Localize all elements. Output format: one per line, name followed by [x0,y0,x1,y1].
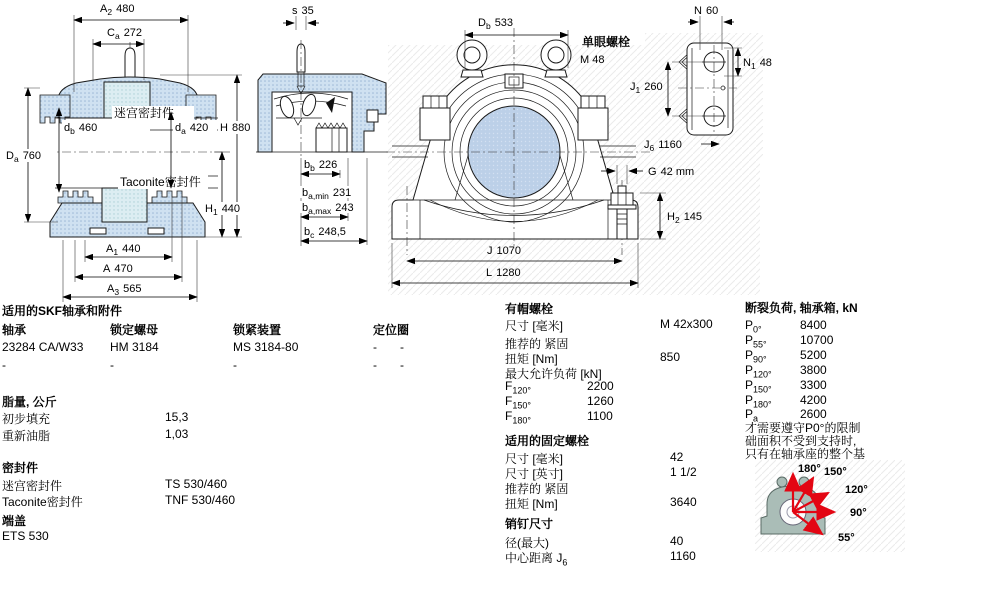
labyrinth-seal-left [40,95,70,123]
lock-washer-tab [326,97,335,113]
spec-label: 尺寸 [毫米] [505,319,564,333]
spec-value: 42 [670,450,684,464]
load-symbol: $P_{55^\circ}$ [745,333,767,350]
dim-G-label: G 42 mm [648,166,695,178]
eyebolt-callout-label: 单眼螺栓 [582,35,631,49]
load-direction-diagram [755,460,905,552]
bearing-designation: 23284 CA/W33 [2,340,84,354]
end-cover-designation: ETS 530 [2,529,49,543]
angle-55-label: 55° [838,532,855,544]
section-breaking-loads [745,299,995,459]
load-value: 2200 [587,379,614,393]
section-cap-bolts [505,300,740,425]
dim-A2-label: A2 480 [100,3,135,17]
load-value: 5200 [800,348,827,362]
load-value: 1100 [587,409,613,423]
dim-H2-label: H2 145 [667,211,703,225]
bearing-designation: - [2,358,6,372]
locatingring-value: - [400,340,404,354]
dim-N1-label: N1 48 [743,57,772,71]
section-fixing-bolts [505,432,740,512]
section-end-cover [2,512,302,552]
load-symbol: $F_{180^\circ}$ [505,409,531,426]
column-header-locatingring: 定位圈 [373,323,410,337]
dim-J6-label: J6 1160 [644,139,682,153]
spec-value: TNF 530/460 [165,493,236,507]
dim-Db-label: Db 533 [478,17,514,31]
dim-N-label: N 60 [694,5,719,17]
lockdevice-designation: MS 3184-80 [233,340,299,354]
load-symbol: $F_{120^\circ}$ [505,379,531,396]
load-value: 2600 [800,407,827,421]
section-title: 销钉尺寸 [505,517,554,531]
spec-value: 15,3 [165,410,189,424]
dim-bb-label: bb 226 [304,159,338,173]
adapter-sleeve [316,123,347,152]
spec-label: 尺寸 [英寸] [505,467,564,481]
spec-value: M 42x300 [660,317,713,331]
spec-value: 850 [660,350,681,364]
section-skf-bearings [2,302,502,392]
cap-bolt-right [578,96,608,140]
dim-A3-label: A3 565 [107,283,142,297]
taconite-seal-left [58,191,93,203]
section-title: 适用的SKF轴承和附件 [2,304,123,318]
locknut-designation: HM 3184 [110,340,159,354]
column-header-locknut: 锁定螺母 [110,323,159,337]
angle-180-label: 180° [798,463,821,475]
spec-value: 1,03 [165,427,189,441]
base-notch-right [148,228,164,234]
section-title: 端盖 [2,514,27,528]
dim-bamin-label: ba,min 231 [302,187,352,201]
column-header-bearing: 轴承 [2,323,27,337]
dim-bc-label: bc 248,5 [304,226,346,240]
grease-nipple [125,48,135,80]
spec-value: 40 [670,534,684,548]
seal-groove [367,110,378,122]
spec-label: 中心距离 $J_6$ [505,551,568,568]
spec-value: 1160 [670,549,696,563]
angle-90-label: 90° [850,507,867,519]
load-symbol: $P_{120^\circ}$ [745,363,772,380]
note-line: 只有在轴承座的整个基 [745,447,866,461]
dim-L-label: L 1280 [486,267,521,279]
dim-H1-label: H1 440 [205,203,241,217]
spec-label: 初步填充 [2,412,51,426]
shaft-section-view [4,3,258,302]
section-seals [2,459,402,511]
section-grease-quantity [2,393,402,443]
dim-Ca-label: Ca 272 [107,27,143,41]
dim-Da-label: Da 760 [6,150,42,164]
dim-db-label: db 460 [64,122,98,136]
locknut-designation: - [110,358,114,372]
load-value: 10700 [800,333,834,347]
dim-s-label: s 35 [292,5,314,17]
load-value: 4200 [800,393,827,407]
spherical-roller-bearing [274,93,348,125]
spec-value: TS 530/460 [165,477,228,491]
spec-value: 1 1/2 [670,465,697,479]
note-line: 才需要遵守P0°的限制 [745,421,861,435]
spec-label: 径(最大) [505,536,549,550]
load-symbol: $P_{150^\circ}$ [745,378,772,395]
locatingring-value: - [373,340,377,354]
angle-120-label: 120° [845,484,868,496]
dim-H-label: H 880 [220,122,251,134]
load-symbol: $P_{90^\circ}$ [745,348,767,365]
spec-label: Taconite密封件 [2,495,83,509]
section-pins [505,515,740,570]
dim-A1-label: A1 440 [106,243,141,257]
angle-150-label: 150° [824,466,847,478]
seal-top-label: 迷宫密封件 [114,106,175,120]
load-symbol: $P_a$ [745,407,759,424]
load-value: 3300 [800,378,827,392]
load-value: 3800 [800,363,827,377]
column-header-lockdevice: 锁紧装置 [233,323,282,337]
section-title: 密封件 [2,461,39,475]
spec-label: 最大允许负荷 [kN] [505,367,602,381]
locatingring-value: - [373,358,377,372]
dim-da-label: da 420 [175,122,209,136]
section-title: 断裂负荷, 轴承箱, kN [745,301,858,315]
section-title: 脂量, 公斤 [2,395,57,409]
eyebolt-size-label: M 48 [580,54,605,66]
spec-label: 扭矩 [Nm] [505,497,558,511]
load-symbol: $P_{180^\circ}$ [745,393,772,410]
load-value: 8400 [800,318,827,332]
load-symbol: $F_{150^\circ}$ [505,394,531,411]
spec-label: 推荐的 紧固 [505,337,569,351]
load-symbol: $P_{0^\circ}$ [745,318,762,335]
seal-sleeve-bottom [102,188,147,222]
dim-A-label: A 470 [103,263,133,275]
locatingring-value: - [400,358,404,372]
spec-value: 3640 [670,495,697,509]
spec-label: 尺寸 [毫米] [505,452,564,466]
cap-bolt-left [420,96,450,140]
base-notch-left [90,228,106,234]
seal-bottom-label: Taconite密封件 [120,175,201,189]
bearing-section-view [256,5,388,246]
section-title: 有帽螺栓 [505,302,554,316]
spec-label: 推荐的 紧固 [505,482,569,496]
note-line: 础面积不受到支持时, [745,434,857,448]
section-title: 适用的固定螺栓 [505,434,590,448]
lockdevice-designation: - [233,358,237,372]
dim-J-label: J 1070 [487,245,521,257]
spec-label: 重新油脂 [2,429,51,443]
spec-label: 迷宫密封件 [2,479,63,493]
load-value: 1260 [587,394,614,408]
dim-J1-label: J1 260 [630,81,663,95]
dim-bamax-label: ba,max 243 [302,202,354,216]
spec-label: 扭矩 [Nm] [505,352,558,366]
